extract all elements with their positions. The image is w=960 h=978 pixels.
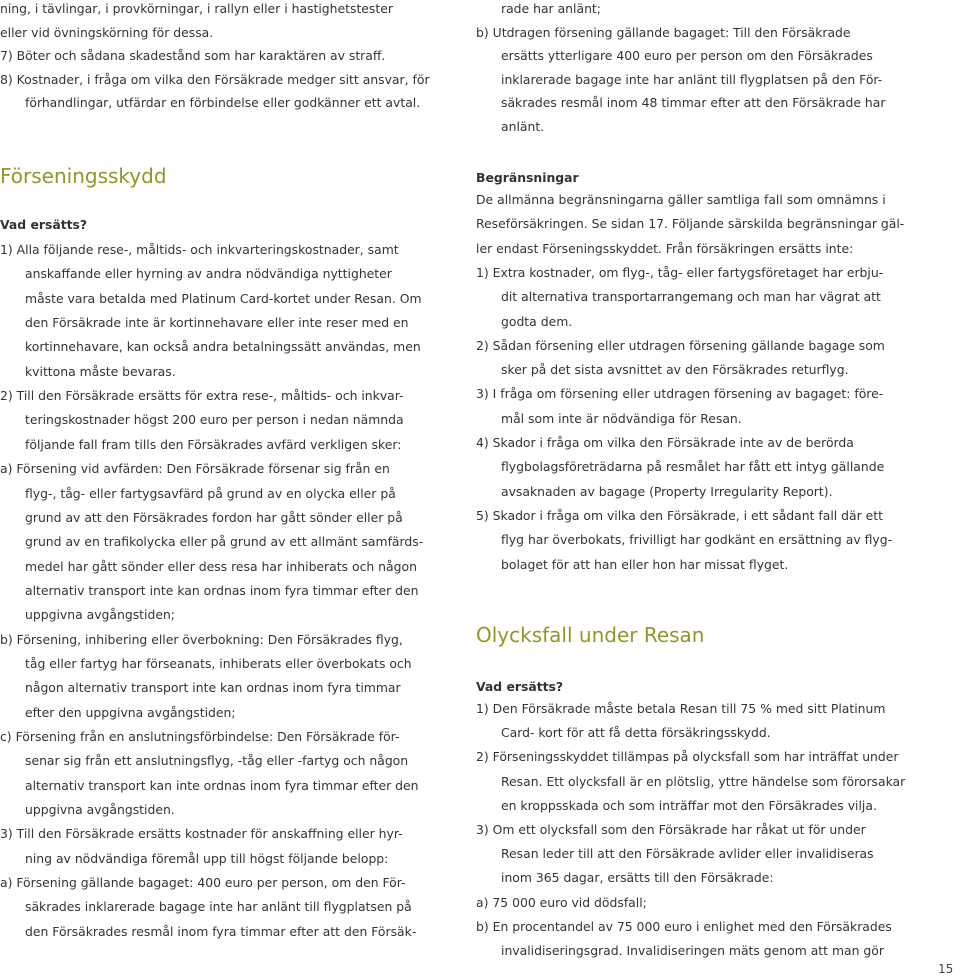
- text-line: 7) Böter och sådana skadestånd som har karaktären av straff.: [0, 48, 386, 63]
- text-line: 1) Den Försäkrade måste betala Resan till 75 % med sitt Platinum: [476, 701, 886, 716]
- text-line: b) Försening, inhibering eller överbokning: Den Försäkrades flyg,: [0, 631, 403, 647]
- text-line: Resan. Ett olycksfall är en plötslig, yttre händelse som förorsakar: [501, 773, 906, 789]
- text-line: 5) Skador i fråga om vilka den Försäkrade, i ett sådant fall där ett: [476, 507, 884, 523]
- text-line: tåg eller fartyg har förseanats, inhiberats eller överbokats och: [25, 655, 412, 671]
- text-line: måste vara betalda med Platinum Card-kortet under Resan. Om: [25, 290, 422, 306]
- subheading-vad-ersatts: Vad ersätts?: [0, 217, 88, 232]
- text-line: b) En procentandel av 75 000 euro i enlighet med den Försäkrades: [476, 918, 892, 934]
- text-line: 4) Skador i fråga om vilka den Försäkrade inte av de berörda: [476, 435, 854, 450]
- text-line: någon alternativ transport inte kan ordnas inom fyra timmar: [25, 680, 401, 696]
- text-line: 2) Sådan försening eller utdragen försening gällande bagage som: [476, 337, 885, 353]
- section-title-forseningsskydd: Förseningsskydd: [0, 164, 167, 188]
- text-line: 2) Förseningsskyddet tillämpas på olycksfall som har inträffat under: [476, 749, 899, 765]
- text-line: flyg-, tåg- eller fartygsavfärd på grund av en olycka eller på: [25, 485, 396, 501]
- text-line: godta dem.: [501, 313, 573, 329]
- text-line: uppgivna avgångstiden;: [25, 607, 175, 623]
- text-line: c) Försening från en anslutningsförbindelse: Den Försäkrade för-: [0, 729, 400, 744]
- text-line: anskaffande eller hyrning av andra nödvändiga nyttigheter: [25, 266, 392, 282]
- text-line: ning, i tävlingar, i provkörningar, i rallyn eller i hastighetstester: [0, 1, 393, 16]
- text-line: eller vid övningskörning för dessa.: [0, 24, 214, 40]
- text-line: a) Försening gällande bagaget: 400 euro per person, om den För-: [0, 875, 406, 891]
- text-line: 1) Alla följande rese-, måltids- och inkvarteringskostnader, samt: [0, 242, 399, 257]
- text-line: inklarerade bagage inte har anlänt till flygplatsen på den För-: [501, 71, 883, 87]
- text-line: flyg har överbokats, frivilligt har godkänt en ersättning av flyg-: [501, 532, 893, 548]
- text-line: Resan leder till att den Försäkrade avlider eller invalidiseras: [501, 846, 874, 862]
- text-line: a) Försening vid avfärden: Den Försäkrade försenar sig från en: [0, 461, 390, 477]
- text-line: efter den uppgivna avgångstiden;: [25, 704, 236, 720]
- text-line: flygbolagsföreträdarna på resmålet har fått ett intyg gällande: [501, 459, 885, 475]
- text-line: bolaget för att han eller hon har missat flyget.: [501, 556, 789, 572]
- text-line: säkrades inklarerade bagage inte har anlänt till flygplatsen på: [25, 899, 412, 915]
- text-line: inom 365 dagar, ersätts till den Försäkrade:: [501, 870, 774, 886]
- text-line: 8) Kostnader, i fråga om vilka den Försäkrade medger sitt ansvar, för: [0, 71, 430, 87]
- text-line: anlänt.: [501, 119, 545, 134]
- text-line: a) 75 000 euro vid dödsfall;: [476, 894, 647, 910]
- section-title-olycksfall: Olycksfall under Resan: [476, 623, 705, 647]
- text-line: invalidiseringsgrad. Invalidiseringen mäts genom att man gör: [501, 943, 884, 958]
- text-line: 3) Till den Försäkrade ersätts kostnader för anskaffning eller hyr-: [0, 826, 403, 842]
- text-line: ning av nödvändiga föremål upp till högst följande belopp:: [25, 850, 389, 866]
- text-line: kvittona måste bevaras.: [25, 363, 176, 379]
- text-line: alternativ transport kan inte ordnas inom fyra timmar efter den: [25, 777, 419, 793]
- text-line: uppgivna avgångstiden.: [25, 802, 175, 818]
- text-line: 1) Extra kostnader, om flyg-, tåg- eller fartygsföretaget har erbju-: [476, 264, 884, 280]
- text-line: Reseförsäkringen. Se sidan 17. Följande särskilda begränsningar gäl-: [476, 216, 905, 232]
- text-line: följande fall fram tills den Försäkrades avfärd verkligen sker:: [25, 436, 402, 452]
- text-line: 3) I fråga om försening eller utdragen försening av bagaget: före-: [476, 386, 884, 402]
- text-line: avsaknaden av bagage (Property Irregularity Report).: [501, 483, 833, 499]
- text-line: ler endast Förseningsskyddet. Från försäkringen ersätts inte:: [476, 240, 854, 256]
- text-line: en kroppsskada och som inträffar mot den Försäkrades vilja.: [501, 797, 877, 813]
- text-line: dit alternativa transportarrangemang och man har vägrat att: [501, 289, 881, 305]
- text-line: teringskostnader högst 200 euro per person i nedan nämnda: [25, 412, 404, 428]
- page-number: 15: [938, 962, 954, 976]
- text-line: kortinnehavare, kan också andra betalningssätt användas, men: [25, 339, 421, 355]
- text-line: 2) Till den Försäkrade ersätts för extra rese-, måltids- och inkvar-: [0, 388, 404, 404]
- text-line: ersätts ytterligare 400 euro per person om den Försäkrades: [501, 48, 873, 64]
- text-line: säkrades resmål inom 48 timmar efter att den Försäkrade har: [501, 95, 886, 111]
- subheading-begransningar: Begränsningar: [476, 170, 579, 185]
- subheading-vad-ersatts: Vad ersätts?: [476, 679, 564, 694]
- text-line: mål som inte är nödvändiga för Resan.: [501, 410, 742, 426]
- text-line: b) Utdragen försening gällande bagaget: Till den Försäkrade: [476, 24, 851, 40]
- text-line: sker på det sista avsnittet av den Försäkrades returflyg.: [501, 362, 849, 378]
- text-line: förhandlingar, utfärdar en förbindelse eller godkänner ett avtal.: [25, 95, 421, 110]
- text-line: senar sig från ett anslutningsflyg, -tåg eller -fartyg och någon: [25, 753, 409, 769]
- text-line: De allmänna begränsningarna gäller samtliga fall som omnämns i: [476, 192, 886, 207]
- text-line: den Försäkrade inte är kortinnehavare eller inte reser med en: [25, 315, 409, 331]
- text-line: grund av en trafikolycka eller på grund av ett allmänt samfärds-: [25, 534, 424, 550]
- text-line: den Försäkrades resmål inom fyra timmar efter att den Försäk-: [25, 923, 417, 939]
- text-line: rade har anlänt;: [501, 1, 601, 16]
- text-line: alternativ transport inte kan ordnas inom fyra timmar efter den: [25, 582, 419, 598]
- text-line: Card- kort för att få detta försäkringsskydd.: [501, 725, 771, 741]
- text-line: medel har gått sönder eller dess resa har inhiberats och någon: [25, 558, 417, 574]
- text-line: grund av att den Försäkrades fordon har gått sönder eller på: [25, 509, 403, 525]
- text-line: 3) Om ett olycksfall som den Försäkrade har råkat ut för under: [476, 822, 866, 837]
